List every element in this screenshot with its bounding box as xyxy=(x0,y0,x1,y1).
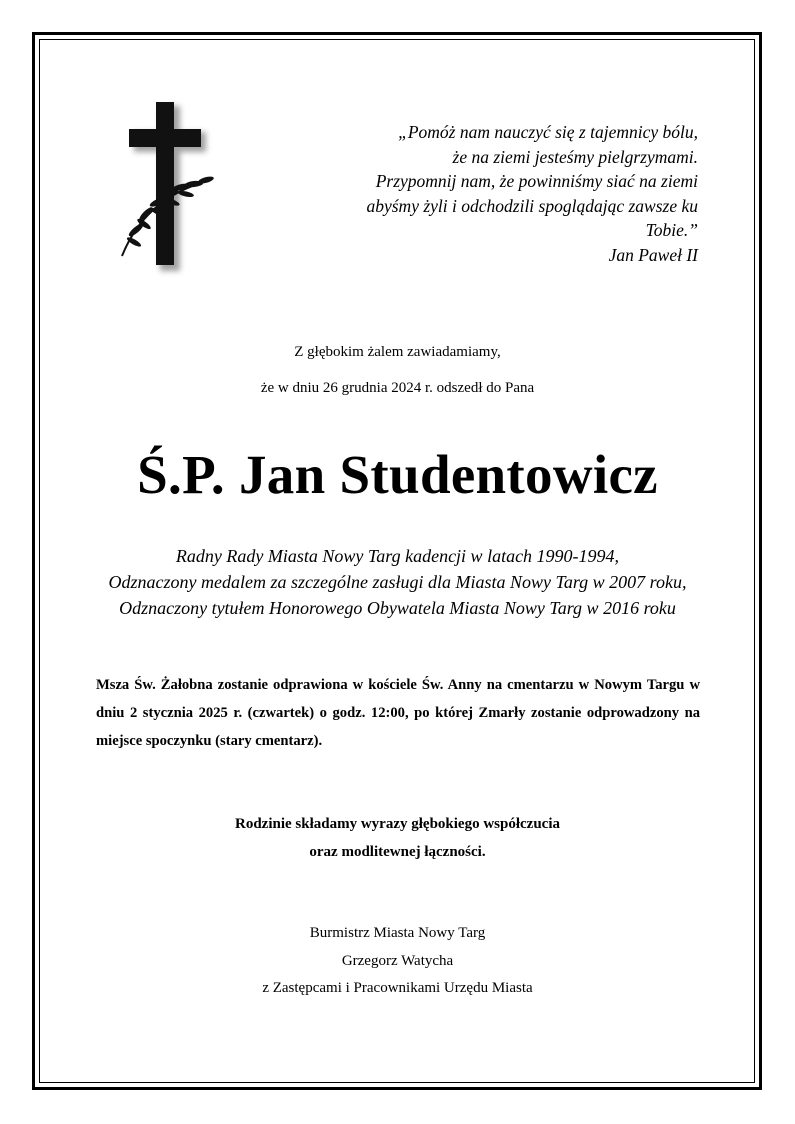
quote-line: „Pomóż nam nauczyć się z tajemnicy bólu, xyxy=(398,122,698,142)
signature-block xyxy=(0,920,795,1003)
quote-line: abyśmy żyli i odchodzili spoglądając zawsze ku xyxy=(366,195,698,216)
condolence-line: oraz modlitewnej łączności. xyxy=(309,844,486,860)
deceased-name: Ś.P. Jan Studentowicz xyxy=(137,444,658,505)
honor-line: Odznaczony tytułem Honorowego Obywatela Miasta Nowy Targ w 2016 roku xyxy=(119,598,676,618)
honor-line: Radny Rady Miasta Nowy Targ kadencji w latach 1990-1994, xyxy=(175,546,620,566)
honors-block xyxy=(0,543,795,621)
intro-line-2: że w dniu 26 grudnia 2024 r. odszedł do Pana xyxy=(260,380,535,396)
signature-name: Grzegorz Watycha xyxy=(341,952,454,969)
condolence-line: Rodzinie składamy wyrazy głębokiego współczucia xyxy=(235,816,560,832)
mass-announcement: Msza Św. Żałobna zostanie odprawiona w kościele Św. Anny na cmentarzu w Nowym Targu w dniu 2 stycznia 2025 r. (czwartek) o godz. 12:00, po której Zmarły zostanie odprowadzony na miejsce spoczynku (stary cmentarz). xyxy=(96,677,700,749)
signature-staff: z Zastępcami i Pracownikami Urzędu Miasta xyxy=(262,980,533,996)
quote-line: że na ziemi jesteśmy pielgrzymami. xyxy=(452,146,698,167)
cross-icon xyxy=(112,96,242,281)
signature-title: Burmistrz Miasta Nowy Targ xyxy=(309,925,486,941)
quote-line: Przypomnij nam, że powinniśmy siać na ziemi xyxy=(375,171,698,191)
honor-line: Odznaczony medalem za szczególne zasługi dla Miasta Nowy Targ w 2007 roku, xyxy=(108,572,687,592)
cross-with-branch xyxy=(112,96,242,281)
intro-line-1: Z głębokim żalem zawiadamiamy, xyxy=(294,344,501,360)
quote-line: Tobie.” xyxy=(645,220,698,240)
quote-author: Jan Paweł II xyxy=(608,244,698,265)
condolence-block xyxy=(0,810,795,866)
quote-block xyxy=(278,120,698,267)
